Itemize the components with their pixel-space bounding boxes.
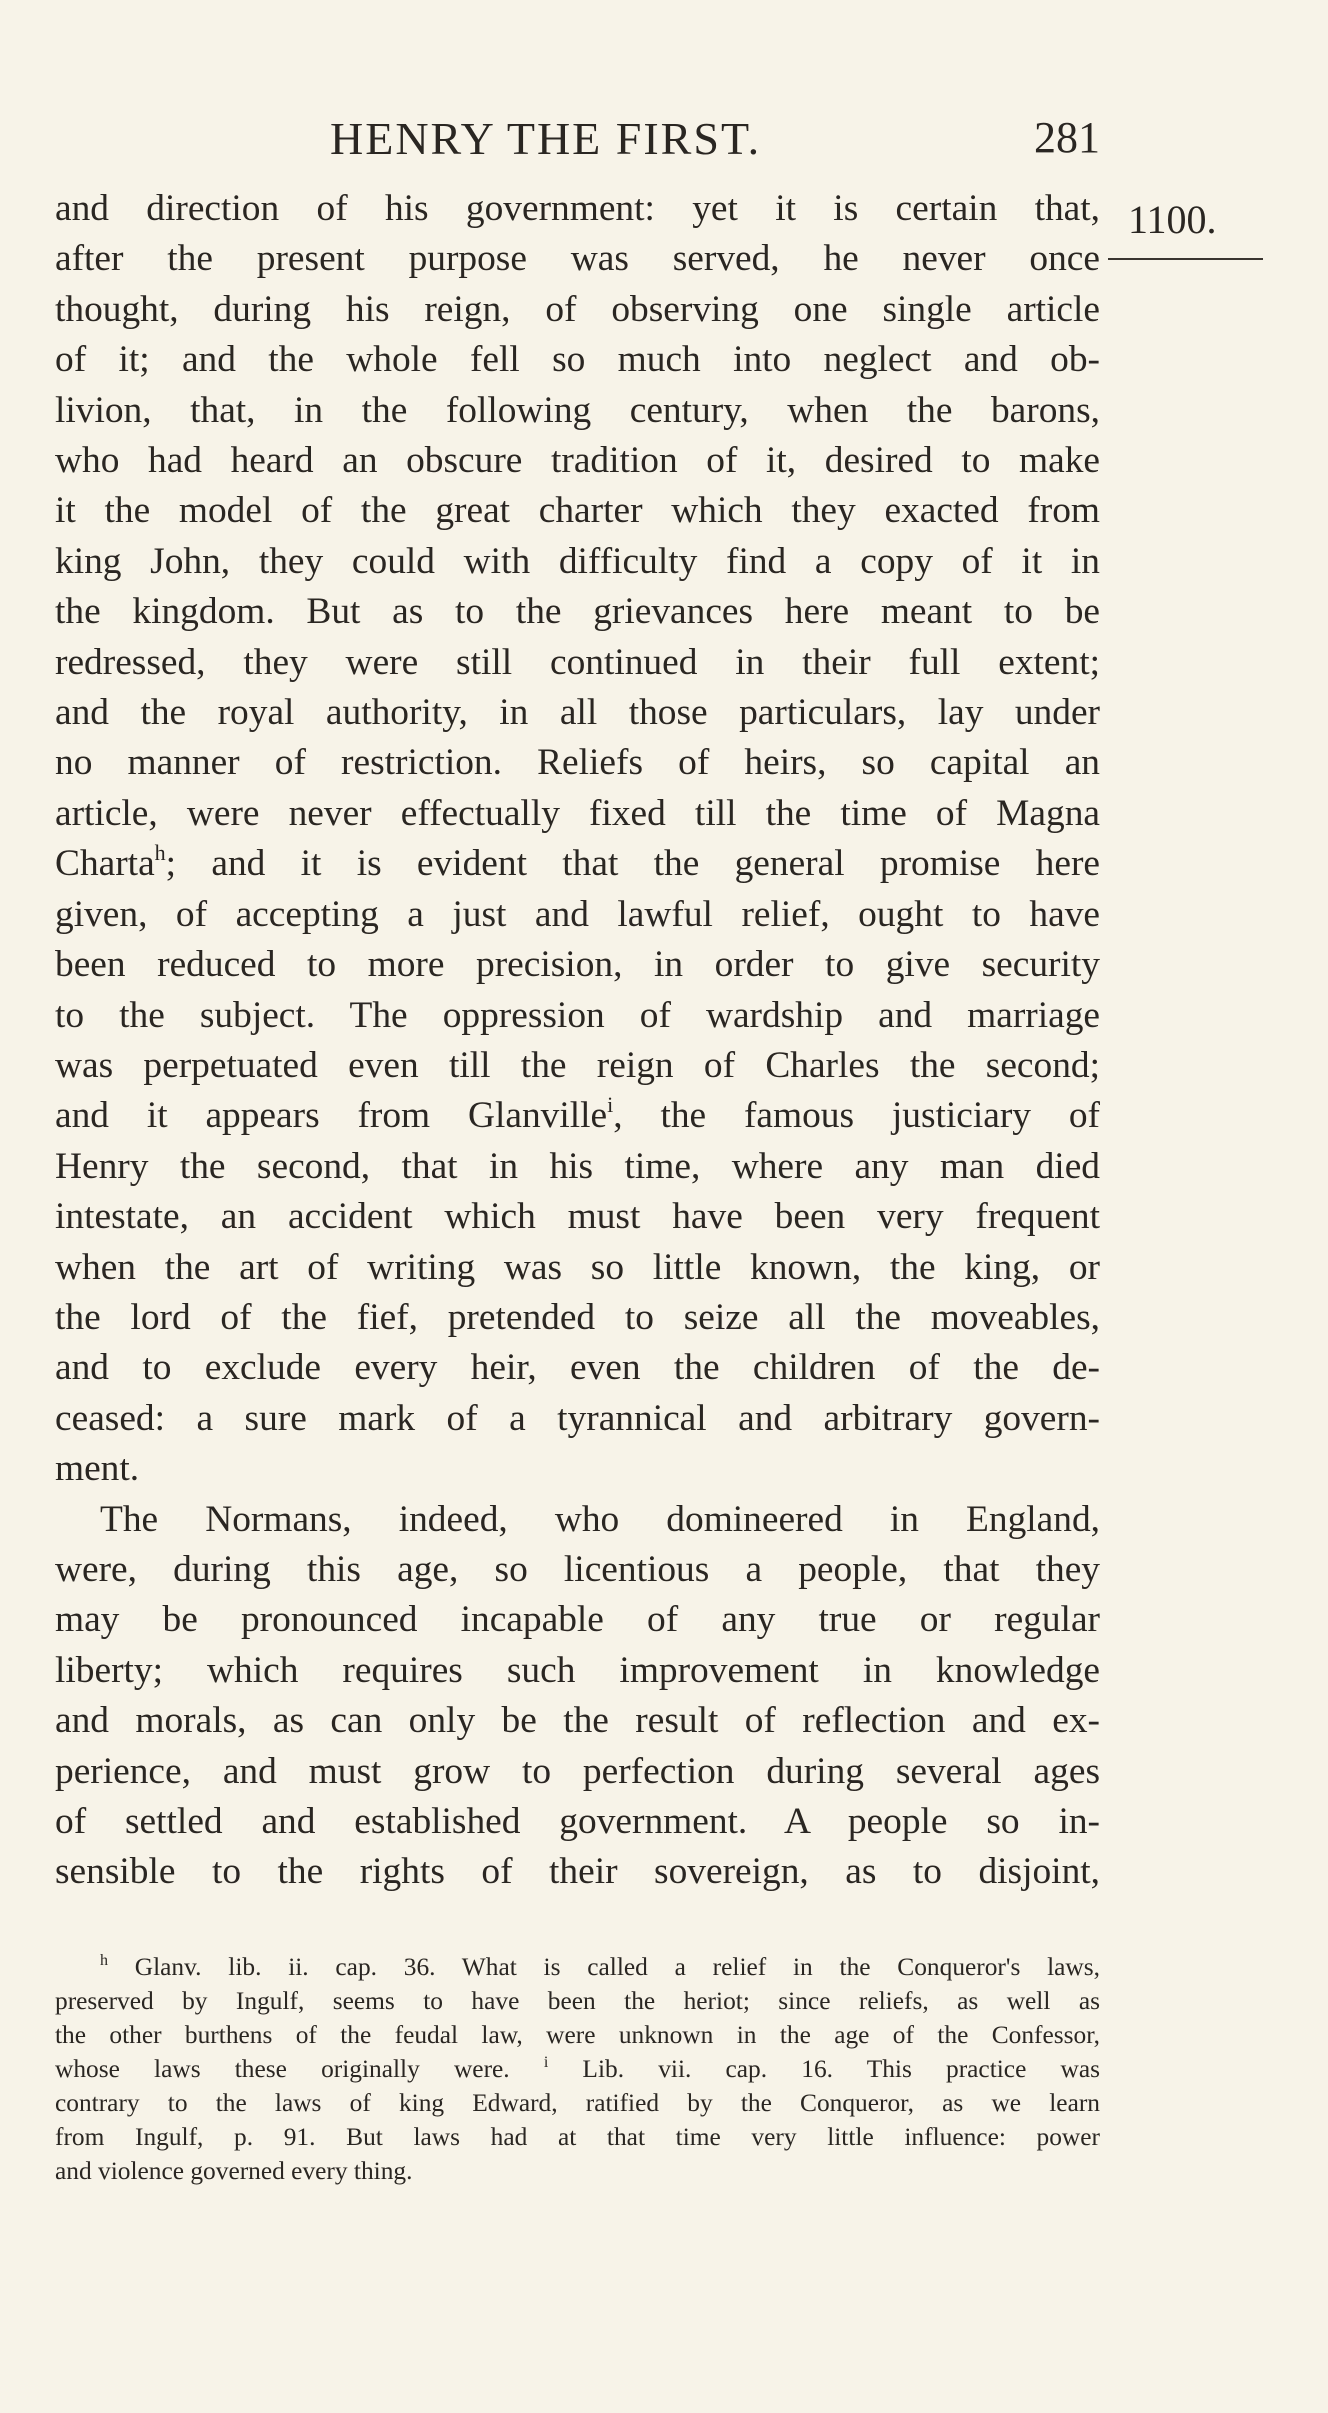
text-line: when the art of writing was so little known, the king, or <box>55 1246 1100 1288</box>
running-head-title: HENRY THE FIRST. <box>330 113 762 164</box>
text-line: it the model of the great charter which they exacted from <box>55 490 1100 532</box>
text-line: Henry the second, that in his time, where any man died <box>55 1145 1100 1187</box>
footnote-line: contrary to the laws of king Edward, ratified by the Conqueror, as we learn <box>55 2089 1100 2117</box>
text-line: ment. <box>55 1448 140 1490</box>
footnote-ref-h: h <box>154 840 166 866</box>
text-line: who had heard an obscure tradition of it, desired to make <box>55 440 1100 482</box>
text-line: of settled and established government. A people so in- <box>55 1801 1100 1842</box>
footnote-line-part: Glanv. lib. ii. cap. 36. What is called a relief in the Conqueror's laws, <box>108 1953 1100 1981</box>
footnote-line: preserved by Ingulf, seems to have been the heriot; since reliefs, as well as <box>55 1987 1100 2015</box>
text-line: ceased: a sure mark of a tyrannical and arbitrary govern- <box>55 1397 1100 1439</box>
text-line <box>55 1091 1100 1141</box>
text-line: and to exclude every heir, even the children of the de- <box>55 1347 1100 1389</box>
footnote-line <box>55 2052 1100 2086</box>
text-line: redressed, they were still continued in their full extent; <box>55 641 1100 683</box>
text-line: The Normans, indeed, who domineered in England, <box>100 1498 1100 1540</box>
text-line: sensible to the rights of their sovereign, as to disjoint, <box>55 1851 1100 1893</box>
running-head <box>55 112 1100 172</box>
text-line-part: , the famous justiciary of <box>613 1095 1100 1137</box>
page-number: 281 <box>1034 113 1100 162</box>
text-line: no manner of restriction. Reliefs of heirs, so capital an <box>55 742 1100 784</box>
text-line: to the subject. The oppression of wardship and marriage <box>55 994 1100 1036</box>
text-line-part: and it appears from Glanville <box>55 1095 608 1137</box>
text-line: and the royal authority, in all those particulars, lay under <box>55 692 1100 734</box>
text-line: perience, and must grow to perfection during several ages <box>55 1750 1100 1792</box>
footnote-line <box>55 1950 1100 1984</box>
margin-year-note: 1100. <box>1128 197 1217 242</box>
text-line-part: ; and it is evident that the general promise here <box>165 843 1100 885</box>
text-line: thought, during his reign, of observing one single article <box>55 288 1100 330</box>
footnote-line: and violence governed every thing. <box>55 2157 413 2185</box>
text-line: king John, they could with difficulty find a copy of it in <box>55 540 1100 582</box>
text-line: were, during this age, so licentious a people, that they <box>55 1548 1100 1590</box>
text-line <box>55 839 1100 889</box>
text-line: given, of accepting a just and lawful relief, ought to have <box>55 893 1100 935</box>
text-line-part: Charta <box>55 843 155 885</box>
text-line: may be pronounced incapable of any true or regular <box>55 1599 1100 1641</box>
text-line: the lord of the fief, pretended to seize all the moveables, <box>55 1296 1100 1338</box>
text-line: the kingdom. But as to the grievances here meant to be <box>55 591 1100 633</box>
footnotes <box>55 1950 1100 2188</box>
footnote-line-part: whose laws these originally were. <box>55 2055 544 2083</box>
text-line: livion, that, in the following century, when the barons, <box>55 389 1100 431</box>
footnote-line-part: Lib. vii. cap. 16. This practice was <box>548 2055 1100 2083</box>
text-line: after the present purpose was served, he never once <box>55 238 1100 280</box>
footnote-line: from Ingulf, p. 91. But laws had at that time very little influence: power <box>55 2123 1100 2151</box>
body-text <box>55 184 1100 1898</box>
text-line: of it; and the whole fell so much into neglect and ob- <box>55 339 1100 381</box>
text-line: article, were never effectually fixed till the time of Magna <box>55 792 1100 834</box>
margin-rule <box>1108 258 1263 260</box>
text-line: liberty; which requires such improvement in knowledge <box>55 1649 1100 1691</box>
text-line: was perpetuated even till the reign of Charles the second; <box>55 1044 1100 1086</box>
text-line: and direction of his government: yet it is certain that, <box>55 188 1100 229</box>
footnote-marker-i: i <box>543 2054 549 2071</box>
text-line: been reduced to more precision, in order to give security <box>55 944 1100 986</box>
text-line: intestate, an accident which must have been very frequent <box>55 1196 1100 1238</box>
text-line: and morals, as can only be the result of reflection and ex- <box>55 1700 1100 1742</box>
footnote-line: the other burthens of the feudal law, were unknown in the age of the Confessor, <box>55 2021 1100 2049</box>
footnote-marker-h: h <box>100 1952 108 1969</box>
footnote-ref-i: i <box>607 1092 614 1118</box>
